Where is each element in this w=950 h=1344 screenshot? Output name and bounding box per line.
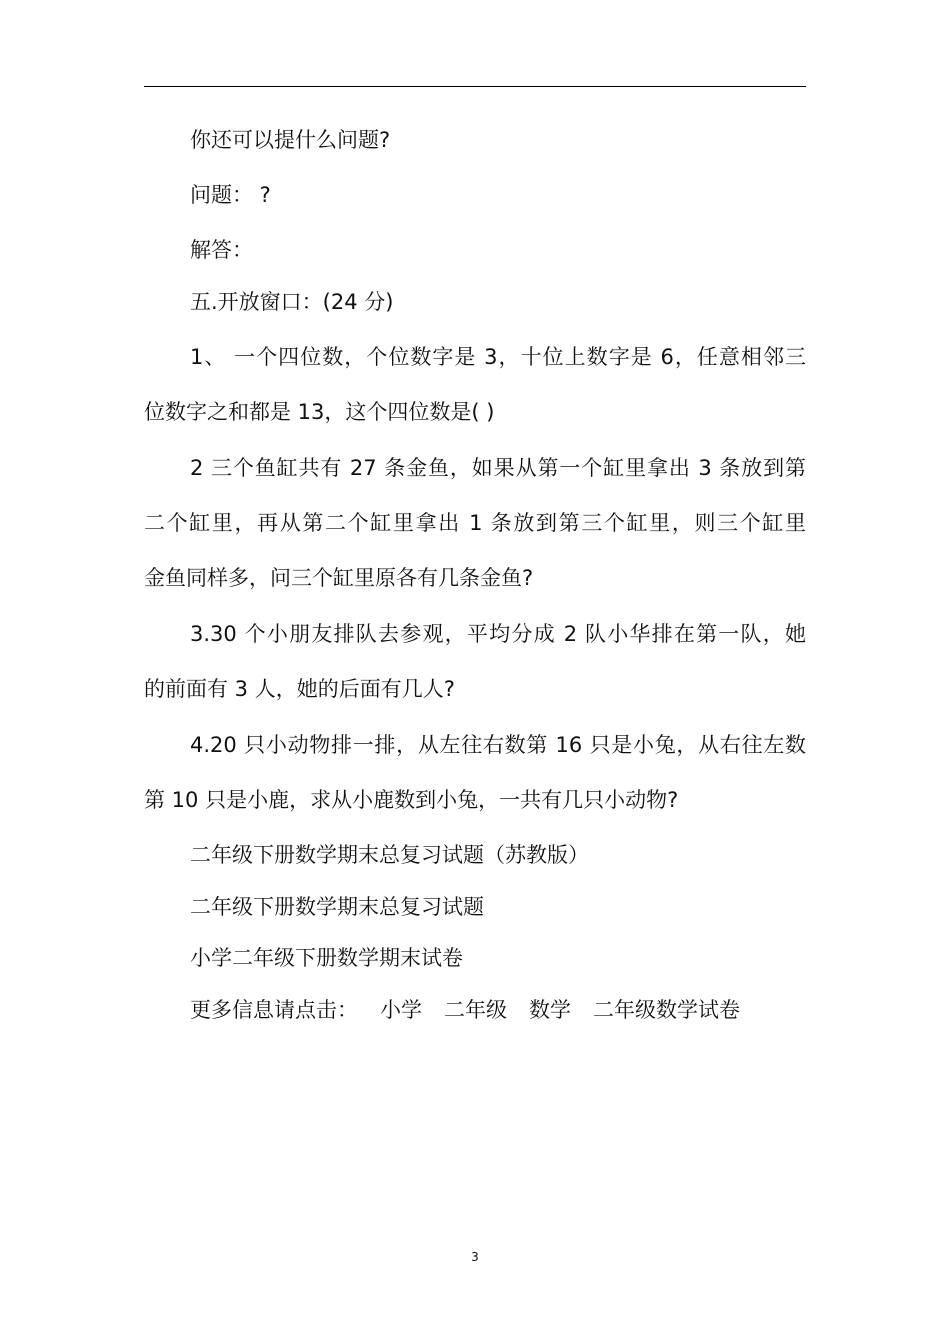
tag-link[interactable]: 二年级数学试卷 (593, 998, 740, 1022)
more-info-row (190, 995, 740, 1025)
related-link[interactable]: 二年级下册数学期末总复习试题 (190, 895, 484, 919)
text-line: 二个缸里，再从第二个缸里拿出 1 条放到第三个缸里，则三个缸里 (144, 511, 806, 535)
tag-link[interactable]: 小学 (380, 998, 422, 1022)
related-link[interactable]: 小学二年级下册数学期末试卷 (190, 946, 463, 970)
text-line: 解答： (190, 238, 253, 262)
tag-link[interactable]: 数学 (529, 998, 571, 1022)
more-info-label: 更多信息请点击： (190, 998, 358, 1022)
text-line: 的前面有 3 人，她的后面有几人? (144, 677, 455, 701)
tag-link[interactable]: 二年级 (444, 998, 507, 1022)
text-line: 你还可以提什么问题? (190, 128, 391, 152)
related-link[interactable]: 二年级下册数学期末总复习试题（苏教版） (190, 843, 589, 867)
page-number: 3 (471, 1250, 479, 1264)
text-line: 1、 一个四位数，个位数字是 3，十位上数字是 6，任意相邻三 (190, 345, 806, 369)
text-line: 4.20 只小动物排一排，从左往右数第 16 只是小兔，从右往左数 (190, 733, 806, 757)
text-line: 位数字之和都是 13，这个四位数是( ) (144, 400, 495, 424)
section-heading: 五.开放窗口：(24 分) (190, 290, 394, 314)
text-line: 问题： ? (190, 183, 271, 207)
text-line: 第 10 只是小鹿，求从小鹿数到小兔，一共有几只小动物? (144, 788, 679, 812)
header-rule (144, 86, 806, 87)
text-line: 金鱼同样多，问三个缸里原各有几条金鱼? (144, 566, 534, 590)
text-line: 2 三个鱼缸共有 27 条金鱼，如果从第一个缸里拿出 3 条放到第 (190, 456, 806, 480)
text-line: 3.30 个小朋友排队去参观，平均分成 2 队小华排在第一队，她 (190, 622, 806, 646)
